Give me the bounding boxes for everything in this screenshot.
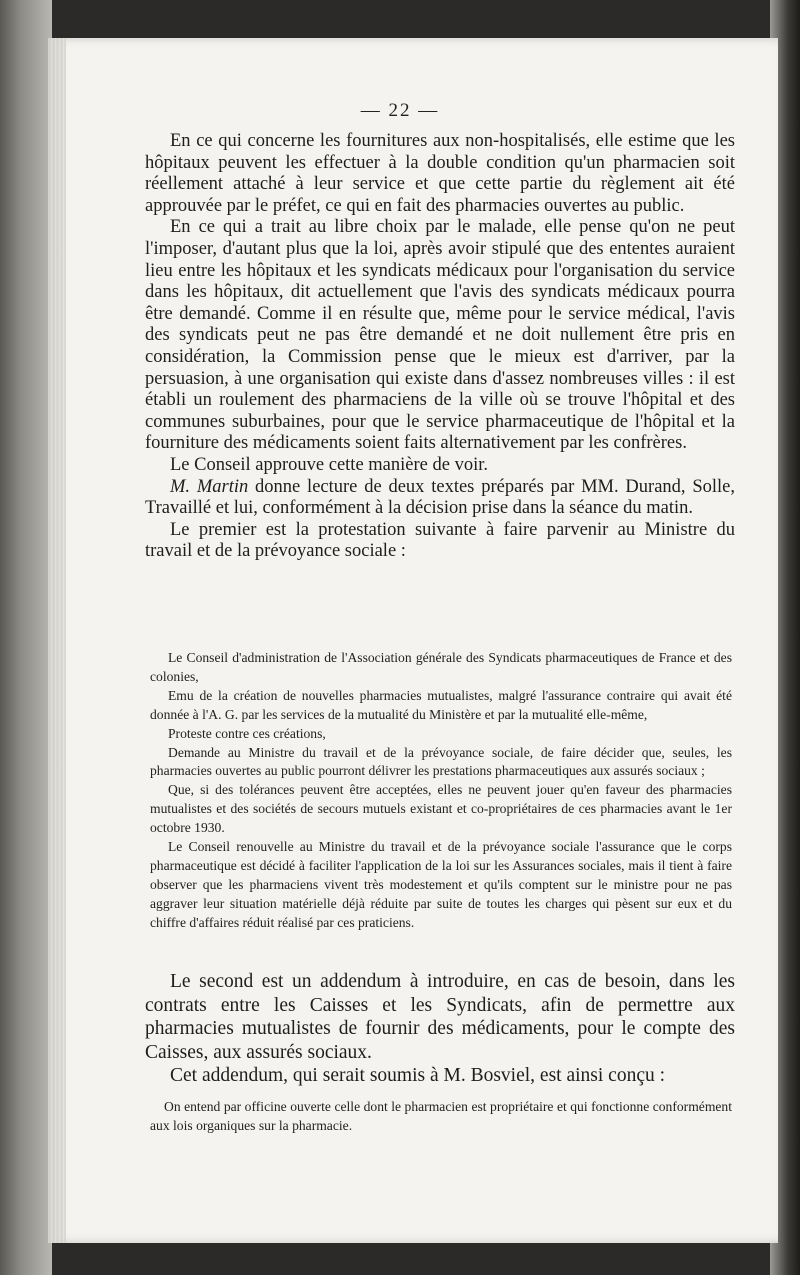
martin-text: donne lecture de deux textes préparés par MM. Durand, Solle, Travaillé et lui, conformément à la décision prise dans la séance du matin. xyxy=(145,476,735,519)
second-text-block xyxy=(145,970,735,1088)
page-binding-edge xyxy=(48,38,66,1243)
paragraph-fournitures: En ce qui concerne les fournitures aux non-hospitalisés, elle estime que les hôpitaux peuvent les effectuer à la double condition qu'un pharmacien soit réellement attaché à leur service et que cette partie du règlement ait été approuvée par le préfet, ce qui en fait des pharmacies ouvertes au public. xyxy=(145,131,735,216)
quote-paragraph: Que, si des tolérances peuvent être acceptées, elles ne peuvent jouer qu'en faveur des pharmacies mutualistes et des sociétés de secours mutuels existant et co-propriétaires de ces pharmacies avant le 1er octobre 1930. xyxy=(150,782,732,836)
quote-paragraph: Le Conseil d'administration de l'Association générale des Syndicats pharmaceutiques de France et des colonies, xyxy=(150,650,732,684)
paragraph-first-intro: Le premier est la protestation suivante à faire parvenir au Ministre du travail et de la prévoyance sociale : xyxy=(145,519,735,562)
quote-paragraph: Demande au Ministre du travail et de la prévoyance sociale, de faire décider que, seules, les pharmacies ouvertes au public pourront délivrer les prestations pharmaceutiques aux assurés sociaux ; xyxy=(150,744,732,779)
addendum-quote xyxy=(150,1097,732,1135)
quote-paragraph: Proteste contre ces créations, xyxy=(168,725,326,741)
paragraph-addendum-intro: Cet addendum, qui serait soumis à M. Bosviel, est ainsi conçu : xyxy=(170,1065,666,1087)
page-number: — 22 — xyxy=(360,100,440,121)
quote-paragraph: Emu de la création de nouvelles pharmacies mutualistes, malgré l'assurance contraire qui avait été donnée à l'A. G. par les services de la mutualité du Ministère et par la mutualité elle-même, xyxy=(150,687,732,722)
paragraph-martin xyxy=(145,477,735,520)
paragraph-libre-choix: En ce qui a trait au libre choix par le malade, elle pense qu'on ne peut l'imposer, d'autant plus que la loi, après avoir stipulé que des ententes auraient lieu entre les hôpitaux et les syndicats médicaux pour l'organisation du service dans les hôpitaux, dit actuellement que l'avis des syndicats médicaux pourra être demandé. Comme il en résulte que, même pour le service médical, l'avis des syndicats peut ne pas être demandé et ne doit nullement être pris en considération, la Commission pense que le mieux est d'arriver, par la persuasion, à une organisation qui existe dans d'assez nombreuses villes : il est établi un roulement des pharmaciens de la ville où se trouve l'hôpital et des communes suburbaines, pour que le service pharmaceutique de l'hôpital et la fourniture des médicaments soient faits alternativement par les confrères. xyxy=(145,217,735,454)
main-text-block xyxy=(145,131,735,563)
quote-paragraph: Le Conseil renouvelle au Ministre du travail et de la prévoyance sociale l'assurance que le corps pharmaceutique est décidé à faciliter l'application de la loi sur les Assurances sociales, mais il tient à faire observer que les pharmaciens vivent très modestement et qu'ils comptent sur le ministre pour ne pas aggraver leur situation matérielle déjà réduite par suite de toutes les charges qui pèsent sur eux et du chiffre d'affaires réduit réalisé par ces praticiens. xyxy=(150,839,732,930)
scan-left-edge xyxy=(0,0,52,1275)
paragraph-second: Le second est un addendum à introduire, en cas de besoin, dans les contrats entre les Caisses et les Syndicats, afin de permettre aux pharmacies mutualistes de fournir des médicaments, pour le compte des Caisses, aux assurés sociaux. xyxy=(145,971,735,1063)
speaker-name: M. Martin xyxy=(170,476,249,497)
paragraph-conseil-approuve: Le Conseil approuve cette manière de voir. xyxy=(170,454,488,475)
protestation-quote xyxy=(150,649,732,933)
addendum-text: On entend par officine ouverte celle dont le pharmacien est propriétaire et qui fonctionne conformément aux lois organiques sur la pharmacie. xyxy=(150,1099,732,1133)
